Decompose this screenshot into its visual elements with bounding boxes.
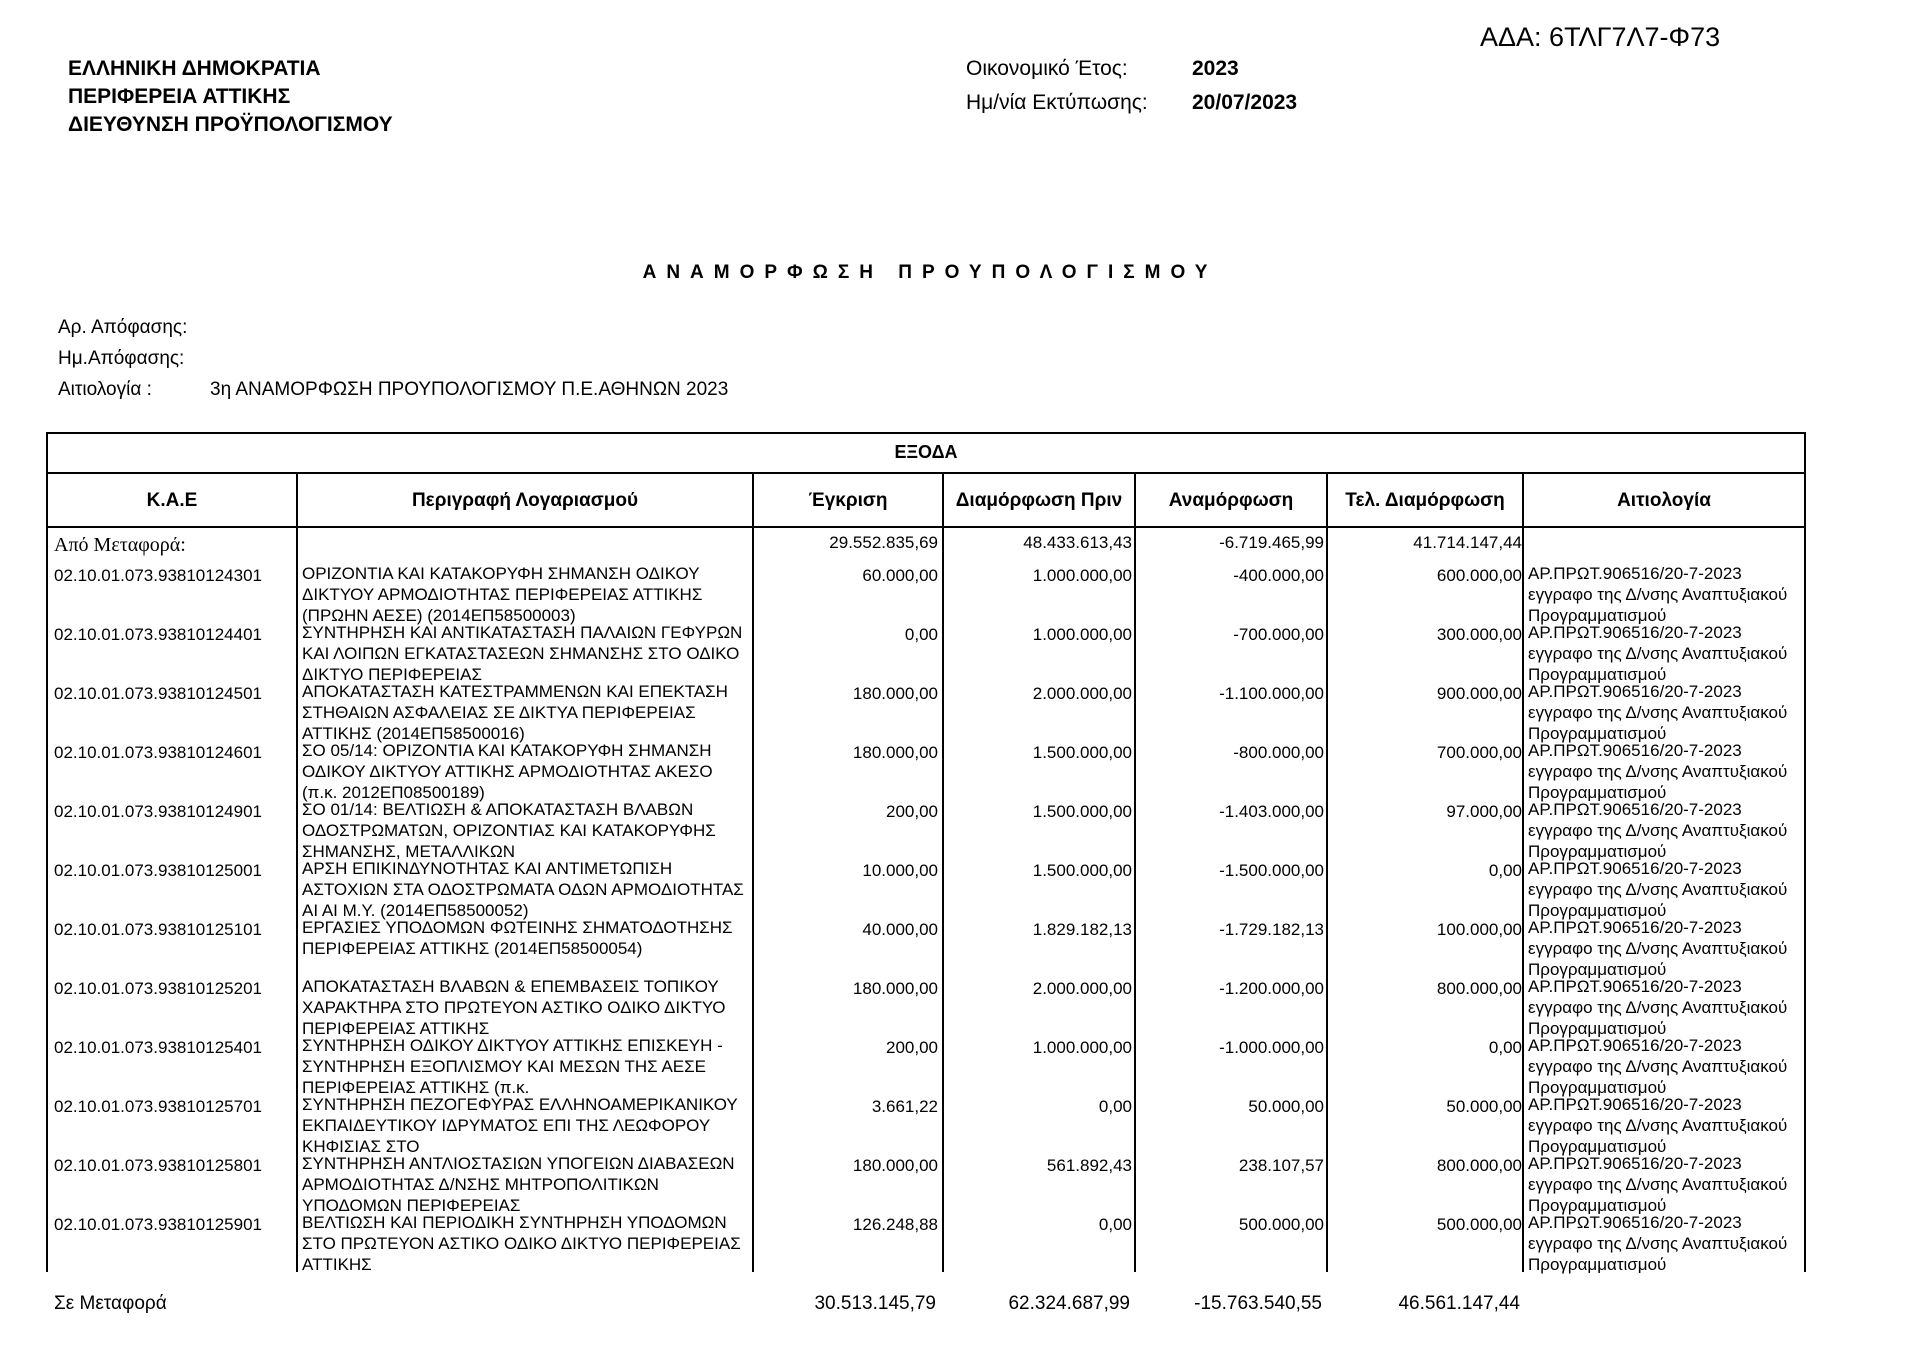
decision-number-label: Αρ. Απόφασης: — [58, 317, 188, 338]
change-amount: 238.107,57 — [1238, 1156, 1324, 1175]
print-date-value: 20/07/2023 — [1192, 91, 1298, 114]
final-amount: 700.000,00 — [1436, 743, 1522, 762]
document-title: ΑΝΑΜΟΡΦΩΣΗ ΠΡΟΥΠΟΛΟΓΙΣΜΟΥ — [642, 262, 1218, 283]
decision-date-label: Ημ.Απόφασης: — [58, 348, 185, 369]
kae-code: 02.10.01.073.93810125001 — [54, 861, 262, 880]
change-amount: -1.729.182,13 — [1219, 920, 1324, 939]
row-reason: ΑΡ.ΠΡΩΤ.906516/20-7-2023 εγγραφο της Δ/νσης Αναπτυξιακού Προγραμματισμού — [1528, 682, 1788, 743]
table-row — [48, 1210, 1804, 1274]
account-description: ΣΟ 05/14: ΟΡΙΖΟΝΤΙΑ ΚΑΙ ΚΑΤΑΚΟΡΥΦΗ ΣΗΜΑΝΣΗ ΟΔΙΚΟΥ ΔΙΚΤΥΟΥ ΑΤΤΙΚΗΣ ΑΡΜΟΔΙΟΤΗΤΑΣ ΑΚΕΣΟ (π.κ. 2012ΕΠ08500189) — [302, 741, 713, 802]
account-description: ΣΥΝΤΗΡΗΣΗ ΑΝΤΛΙΟΣΤΑΣΙΩΝ ΥΠΟΓΕΙΩΝ ΔΙΑΒΑΣΕΩΝ ΑΡΜΟΔΙΟΤΗΤΑΣ Δ/ΝΣΗΣ ΜΗΤΡΟΠΟΛΙΤΙΚΩΝ ΥΠΟΔΟΜΩΝ ΠΕΡΙΦΕΡΕΙΑΣ — [302, 1154, 735, 1215]
carry-in-approval: 29.552.835,69 — [829, 533, 938, 552]
final-amount: 0,00 — [1488, 861, 1522, 880]
header-before: Διαμόρφωση Πριν — [955, 490, 1123, 511]
kae-code: 02.10.01.073.93810125701 — [54, 1097, 262, 1116]
table-row — [48, 679, 1804, 743]
table-row — [48, 1151, 1804, 1215]
table-row — [48, 856, 1804, 920]
change-amount: -1.500.000,00 — [1219, 861, 1324, 880]
table-row — [48, 620, 1804, 684]
carry-out-before: 62.324.687,99 — [1008, 1293, 1130, 1314]
final-amount: 800.000,00 — [1436, 979, 1522, 998]
account-description: ΣΥΝΤΗΡΗΣΗ ΟΔΙΚΟΥ ΔΙΚΤΥΟΥ ΑΤΤΙΚΗΣ ΕΠΙΣΚΕΥΗ - ΣΥΝΤΗΡΗΣΗ ΕΞΟΠΛΙΣΜΟΥ ΚΑΙ ΜΕΣΩΝ ΤΗΣ ΑΕΣΕ ΠΕΡΙΦΕΡΕΙΑΣ ΑΤΤΙΚΗΣ (π.κ. — [302, 1036, 723, 1097]
row-reason: ΑΡ.ΠΡΩΤ.906516/20-7-2023 εγγραφο της Δ/νσης Αναπτυξιακού Προγραμματισμού — [1528, 564, 1788, 625]
approval-amount: 40.000,00 — [862, 920, 938, 939]
account-description: ΕΡΓΑΣΙΕΣ ΥΠΟΔΟΜΩΝ ΦΩΤΕΙΝΗΣ ΣΗΜΑΤΟΔΟΤΗΣΗΣ ΠΕΡΙΦΕΡΕΙΑΣ ΑΤΤΙΚΗΣ (2014ΕΠ58500054) — [302, 918, 733, 958]
carry-in-change: -6.719.465,99 — [1219, 533, 1324, 552]
row-reason: ΑΡ.ΠΡΩΤ.906516/20-7-2023 εγγραφο της Δ/νσης Αναπτυξιακού Προγραμματισμού — [1528, 859, 1788, 920]
approval-amount: 0,00 — [904, 625, 938, 644]
account-description: ΟΡΙΖΟΝΤΙΑ ΚΑΙ ΚΑΤΑΚΟΡΥΦΗ ΣΗΜΑΝΣΗ ΟΔΙΚΟΥ ΔΙΚΤΥΟΥ ΑΡΜΟΔΙΟΤΗΤΑΣ ΠΕΡΙΦΕΡΕΙΑΣ ΑΤΤΙΚΗΣ (ΠΡΩΗΝ ΑΕΣΕ) (2014ΕΠ58500003) — [302, 564, 703, 625]
before-amount: 1.500.000,00 — [1032, 802, 1132, 821]
final-amount: 0,00 — [1488, 1038, 1522, 1057]
header-description: Περιγραφή Λογαριασμού — [411, 490, 639, 511]
approval-amount: 3.661,22 — [871, 1097, 938, 1116]
carry-out-approval: 30.513.145,79 — [814, 1293, 936, 1314]
account-description: ΣΥΝΤΗΡΗΣΗ ΠΕΖΟΓΕΦΥΡΑΣ ΕΛΛΗΝΟΑΜΕΡΙΚΑΝΙΚΟΥ ΕΚΠΑΙΔΕΥΤΙΚΟΥ ΙΔΡΥΜΑΤΟΣ ΕΠΙ ΤΗΣ ΛΕΩΦΟΡΟΥ ΚΗΦΙΣΙΑΣ ΣΤΟ — [302, 1095, 738, 1156]
final-amount: 100.000,00 — [1436, 920, 1522, 939]
before-amount: 1.829.182,13 — [1032, 920, 1132, 939]
header-change: Αναμόρφωση — [1168, 490, 1294, 511]
fiscal-year-label: Οικονομικό Έτος: — [966, 57, 1128, 80]
row-reason: ΑΡ.ΠΡΩΤ.906516/20-7-2023 εγγραφο της Δ/νσης Αναπτυξιακού Προγραμματισμού — [1528, 1095, 1788, 1156]
kae-code: 02.10.01.073.93810124301 — [54, 566, 262, 585]
approval-amount: 126.248,88 — [852, 1215, 938, 1234]
table-row — [48, 1033, 1804, 1097]
before-amount: 0,00 — [1098, 1097, 1132, 1116]
before-amount: 2.000.000,00 — [1032, 979, 1132, 998]
row-reason: ΑΡ.ΠΡΩΤ.906516/20-7-2023 εγγραφο της Δ/νσης Αναπτυξιακού Προγραμματισμού — [1528, 1036, 1788, 1097]
expenses-table — [46, 432, 1806, 1272]
final-amount: 900.000,00 — [1436, 684, 1522, 703]
approval-amount: 180.000,00 — [852, 743, 938, 762]
account-description: ΑΠΟΚΑΤΑΣΤΑΣΗ ΒΛΑΒΩΝ & ΕΠΕΜΒΑΣΕΙΣ ΤΟΠΙΚΟΥ ΧΑΡΑΚΤΗΡΑ ΣΤΟ ΠΡΩΤΕΥΟΝ ΑΣΤΙΚΟ ΟΔΙΚΟ ΔΙΚΤΥΟ ΠΕΡΙΦΕΡΕΙΑΣ ΑΤΤΙΚΗΣ — [302, 977, 726, 1038]
account-description: ΑΠΟΚΑΤΑΣΤΑΣΗ ΚΑΤΕΣΤΡΑΜΜΕΝΩΝ ΚΑΙ ΕΠΕΚΤΑΣΗ ΣΤΗΘΑΙΩΝ ΑΣΦΑΛΕΙΑΣ ΣΕ ΔΙΚΤΥΑ ΠΕΡΙΦΕΡΕΙΑΣ ΑΤΤΙΚΗΣ (2014ΕΠ58500016) — [302, 682, 728, 743]
header-reason: Αιτιολογία — [1617, 490, 1711, 511]
final-amount: 600.000,00 — [1436, 566, 1522, 585]
table-row — [48, 561, 1804, 625]
final-amount: 300.000,00 — [1436, 625, 1522, 644]
change-amount: -400.000,00 — [1233, 566, 1324, 585]
header-final: Τελ. Διαμόρφωση — [1345, 490, 1505, 511]
approval-amount: 180.000,00 — [852, 684, 938, 703]
decision-reason-value: 3η ΑΝΑΜΟΡΦΩΣΗ ΠΡΟΥΠΟΛΟΓΙΣΜΟΥ Π.Ε.ΑΘΗΝΩΝ 2023 — [210, 379, 729, 400]
change-amount: -700.000,00 — [1233, 625, 1324, 644]
header-divider-top — [48, 472, 1804, 474]
before-amount: 1.000.000,00 — [1032, 625, 1132, 644]
change-amount: 500.000,00 — [1238, 1215, 1324, 1234]
row-reason: ΑΡ.ΠΡΩΤ.906516/20-7-2023 εγγραφο της Δ/νσης Αναπτυξιακού Προγραμματισμού — [1528, 977, 1788, 1038]
org-region: ΠΕΡΙΦΕΡΕΙΑ ΑΤΤΙΚΗΣ — [68, 85, 291, 108]
account-description: ΑΡΣΗ ΕΠΙΚΙΝΔΥΝΟΤΗΤΑΣ ΚΑΙ ΑΝΤΙΜΕΤΩΠΙΣΗ ΑΣΤΟΧΙΩΝ ΣΤΑ ΟΔΟΣΤΡΩΜΑΤΑ ΟΔΩΝ ΑΡΜΟΔΙΟΤΗΤΑΣ ΑΙ ΑΙ Μ.Υ. (2014ΕΠ58500052) — [302, 859, 744, 920]
section-title: ΕΞΟΔΑ — [894, 442, 958, 462]
header-approval: Έγκριση — [808, 490, 888, 511]
kae-code: 02.10.01.073.93810124901 — [54, 802, 262, 821]
org-department: ΔΙΕΥΘΥΝΣΗ ΠΡΟΫΠΟΛΟΓΙΣΜΟΥ — [68, 113, 393, 136]
approval-amount: 10.000,00 — [862, 861, 938, 880]
carry-out-final: 46.561.147,44 — [1398, 1293, 1520, 1314]
carry-in-row — [48, 530, 1804, 560]
account-description: ΣΥΝΤΗΡΗΣΗ ΚΑΙ ΑΝΤΙΚΑΤΑΣΤΑΣΗ ΠΑΛΑΙΩΝ ΓΕΦΥΡΩΝ ΚΑΙ ΛΟΙΠΩΝ ΕΓΚΑΤΑΣΤΑΣΕΩΝ ΣΗΜΑΝΣΗΣ ΣΤΟ ΟΔΙΚΟ ΔΙΚΤΥΟ ΠΕΡΙΦΕΡΕΙΑΣ — [302, 623, 743, 684]
before-amount: 2.000.000,00 — [1032, 684, 1132, 703]
carry-in-label: Από Μεταφορά: — [54, 534, 186, 556]
approval-amount: 200,00 — [886, 802, 938, 821]
change-amount: -1.200.000,00 — [1219, 979, 1324, 998]
kae-code: 02.10.01.073.93810125401 — [54, 1038, 262, 1057]
before-amount: 0,00 — [1098, 1215, 1132, 1234]
table-row — [48, 738, 1804, 802]
final-amount: 97.000,00 — [1446, 802, 1522, 821]
row-reason: ΑΡ.ΠΡΩΤ.906516/20-7-2023 εγγραφο της Δ/νσης Αναπτυξιακού Προγραμματισμού — [1528, 623, 1788, 684]
account-description: ΣΟ 01/14: ΒΕΛΤΙΩΣΗ & ΑΠΟΚΑΤΑΣΤΑΣΗ ΒΛΑΒΩΝ ΟΔΟΣΤΡΩΜΑΤΩΝ, ΟΡΙΖΟΝΤΙΑΣ ΚΑΙ ΚΑΤΑΚΟΡΥΦΗΣ ΣΗΜΑΝΣΗΣ, ΜΕΤΑΛΛΙΚΩΝ — [302, 800, 716, 861]
header-kae: Κ.Α.Ε — [146, 490, 198, 511]
change-amount: -1.100.000,00 — [1219, 684, 1324, 703]
before-amount: 561.892,43 — [1046, 1156, 1132, 1175]
final-amount: 800.000,00 — [1436, 1156, 1522, 1175]
change-amount: -800.000,00 — [1233, 743, 1324, 762]
kae-code: 02.10.01.073.93810125201 — [54, 979, 262, 998]
fiscal-year-value: 2023 — [1192, 57, 1239, 80]
kae-code: 02.10.01.073.93810124601 — [54, 743, 262, 762]
account-description: ΒΕΛΤΙΩΣΗ ΚΑΙ ΠΕΡΙΟΔΙΚΗ ΣΥΝΤΗΡΗΣΗ ΥΠΟΔΟΜΩΝ ΣΤΟ ΠΡΩΤΕΥΟΝ ΑΣΤΙΚΟ ΟΔΙΚΟ ΔΙΚΤΥΟ ΠΕΡΙΦΕΡΕΙΑΣ ΑΤΤΙΚΗΣ — [302, 1213, 741, 1274]
row-reason: ΑΡ.ΠΡΩΤ.906516/20-7-2023 εγγραφο της Δ/νσης Αναπτυξιακού Προγραμματισμού — [1528, 918, 1788, 979]
kae-code: 02.10.01.073.93810124501 — [54, 684, 262, 703]
kae-code: 02.10.01.073.93810124401 — [54, 625, 262, 644]
row-reason: ΑΡ.ΠΡΩΤ.906516/20-7-2023 εγγραφο της Δ/νσης Αναπτυξιακού Προγραμματισμού — [1528, 800, 1788, 861]
print-date-label: Ημ/νία Εκτύπωσης: — [966, 91, 1148, 114]
final-amount: 50.000,00 — [1446, 1097, 1522, 1116]
table-row — [48, 797, 1804, 861]
carry-in-final: 41.714.147,44 — [1413, 533, 1522, 552]
approval-amount: 180.000,00 — [852, 1156, 938, 1175]
table-row — [48, 974, 1804, 1038]
ada-code: ΑΔΑ: 6ΤΛΓ7Λ7-Φ73 — [1480, 22, 1721, 52]
before-amount: 1.000.000,00 — [1032, 566, 1132, 585]
carry-out-change: -15.763.540,55 — [1194, 1293, 1322, 1314]
kae-code: 02.10.01.073.93810125801 — [54, 1156, 262, 1175]
before-amount: 1.500.000,00 — [1032, 743, 1132, 762]
approval-amount: 200,00 — [886, 1038, 938, 1057]
row-reason: ΑΡ.ΠΡΩΤ.906516/20-7-2023 εγγραφο της Δ/νσης Αναπτυξιακού Προγραμματισμού — [1528, 741, 1788, 802]
kae-code: 02.10.01.073.93810125101 — [54, 920, 262, 939]
table-row — [48, 1092, 1804, 1156]
row-reason: ΑΡ.ΠΡΩΤ.906516/20-7-2023 εγγραφο της Δ/νσης Αναπτυξιακού Προγραμματισμού — [1528, 1154, 1788, 1215]
org-country: ΕΛΛΗΝΙΚΗ ΔΗΜΟΚΡΑΤΙΑ — [68, 57, 321, 80]
table-row — [48, 915, 1804, 979]
change-amount: -1.000.000,00 — [1219, 1038, 1324, 1057]
kae-code: 02.10.01.073.93810125901 — [54, 1215, 262, 1234]
carry-in-before: 48.433.613,43 — [1023, 533, 1132, 552]
final-amount: 500.000,00 — [1436, 1215, 1522, 1234]
approval-amount: 180.000,00 — [852, 979, 938, 998]
decision-reason-label: Αιτιολογία : — [58, 379, 152, 400]
before-amount: 1.500.000,00 — [1032, 861, 1132, 880]
change-amount: -1.403.000,00 — [1219, 802, 1324, 821]
row-reason: ΑΡ.ΠΡΩΤ.906516/20-7-2023 εγγραφο της Δ/νσης Αναπτυξιακού Προγραμματισμού — [1528, 1213, 1788, 1274]
header-divider-bottom — [48, 526, 1804, 528]
carry-out-label: Σε Μεταφορά — [54, 1293, 167, 1314]
approval-amount: 60.000,00 — [862, 566, 938, 585]
before-amount: 1.000.000,00 — [1032, 1038, 1132, 1057]
change-amount: 50.000,00 — [1248, 1097, 1324, 1116]
